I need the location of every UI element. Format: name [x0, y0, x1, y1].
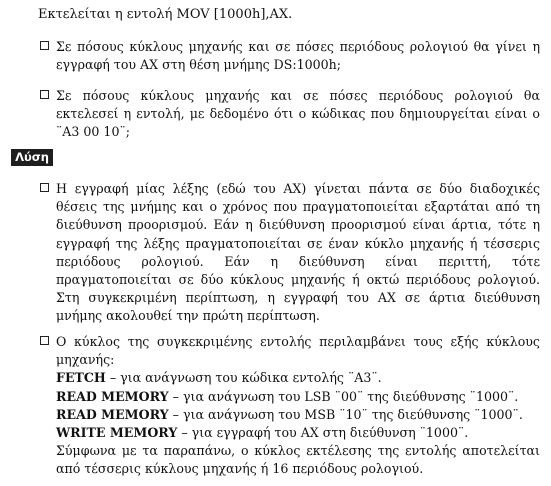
checkbox-bullet-icon [40, 90, 49, 99]
answer-2-intro: Ο κύκλος της συγκεκριμένης εντολής περιλαμβάνει τους εξής κύκλους μηχανής: [56, 334, 540, 368]
cycle-desc: – για ανάγνωση του LSB ¨00¨ της διεύθυνσης ¨1000¨. [168, 388, 519, 404]
answer-1-text: Η εγγραφή μίας λέξης (εδώ του AX) γίνεται πάντα σε δύο διαδοχικές θέσεις της μνήμης και ο χρόνος που πραγματοποιείται εξαρτάται από τη διεύθυνση προορισμού. Εάν η διεύθυνση προορισμού είναι άρτια, τότε η εγγραφή της λέξης πραγματοποιείται σε έναν κύκλο μηχανής ή τέσσερις περιόδους ρολογιού. Εάν η διεύθυνση είναι περιττή, τότε πραγματοποιείται σε δύο κύκλους μηχανής ή οκτώ περιόδους ρολογιού. Στη συγκεκριμένη περίπτωση, η εγγραφή του AX σε άρτια διεύθυνση μνήμης ακολουθεί την πρώτη περίπτωση. [56, 181, 540, 324]
solution-label: Λύση [11, 149, 53, 166]
checkbox-bullet-icon [40, 336, 49, 345]
cycle-desc: – για ανάγνωση του κώδικα εντολής ¨A3¨. [105, 370, 382, 386]
question-1-text: Σε πόσους κύκλους μηχανής και σε πόσες περιόδους ρολογιού θα γίνει η εγγραφή του AX στη θέση μνήμης DS:1000h; [56, 39, 540, 72]
cycle-desc: – για ανάγνωση του MSB ¨10¨ της διεύθυνσης ¨1000¨. [168, 406, 523, 422]
cycle-name: WRITE MEMORY [56, 425, 178, 441]
cycle-desc: – για εγγραφή του AX στη διεύθυνση ¨1000¨. [177, 425, 469, 441]
question-2-text: Σε πόσους κύκλους μηχανής και σε πόσες περιόδους ρολογιού θα εκτελεσεί η εντολή, με δεδομένο ότι ο κώδικας που δημιουργείται είναι ο ¨A3 00 10¨; [56, 88, 540, 139]
checkbox-bullet-icon [40, 183, 49, 192]
cycle-name: READ MEMORY [56, 406, 169, 422]
answer-1 [40, 180, 540, 326]
question-1 [40, 38, 540, 74]
cycle-line-write [56, 424, 540, 442]
cycle-name: READ MEMORY [56, 388, 169, 404]
cycle-line-fetch [56, 369, 540, 387]
cycle-name: FETCH [56, 370, 106, 386]
answer-2 [40, 333, 540, 479]
question-2 [40, 87, 540, 141]
cycle-line-read-lsb [56, 388, 540, 406]
answer-2-body [56, 333, 540, 479]
answer-2-conclusion: Σύμφωνα με τα παραπάνω, ο κύκλος εκτέλεσης της εντολής αποτελείται από τέσσερις κύκλους μηχανής ή 16 περιόδους ρολογιού. [56, 443, 540, 477]
checkbox-bullet-icon [40, 41, 49, 50]
cycle-line-read-msb [56, 406, 540, 424]
intro-statement: Εκτελείται η εντολή MOV [1000h],AX. [38, 7, 293, 22]
